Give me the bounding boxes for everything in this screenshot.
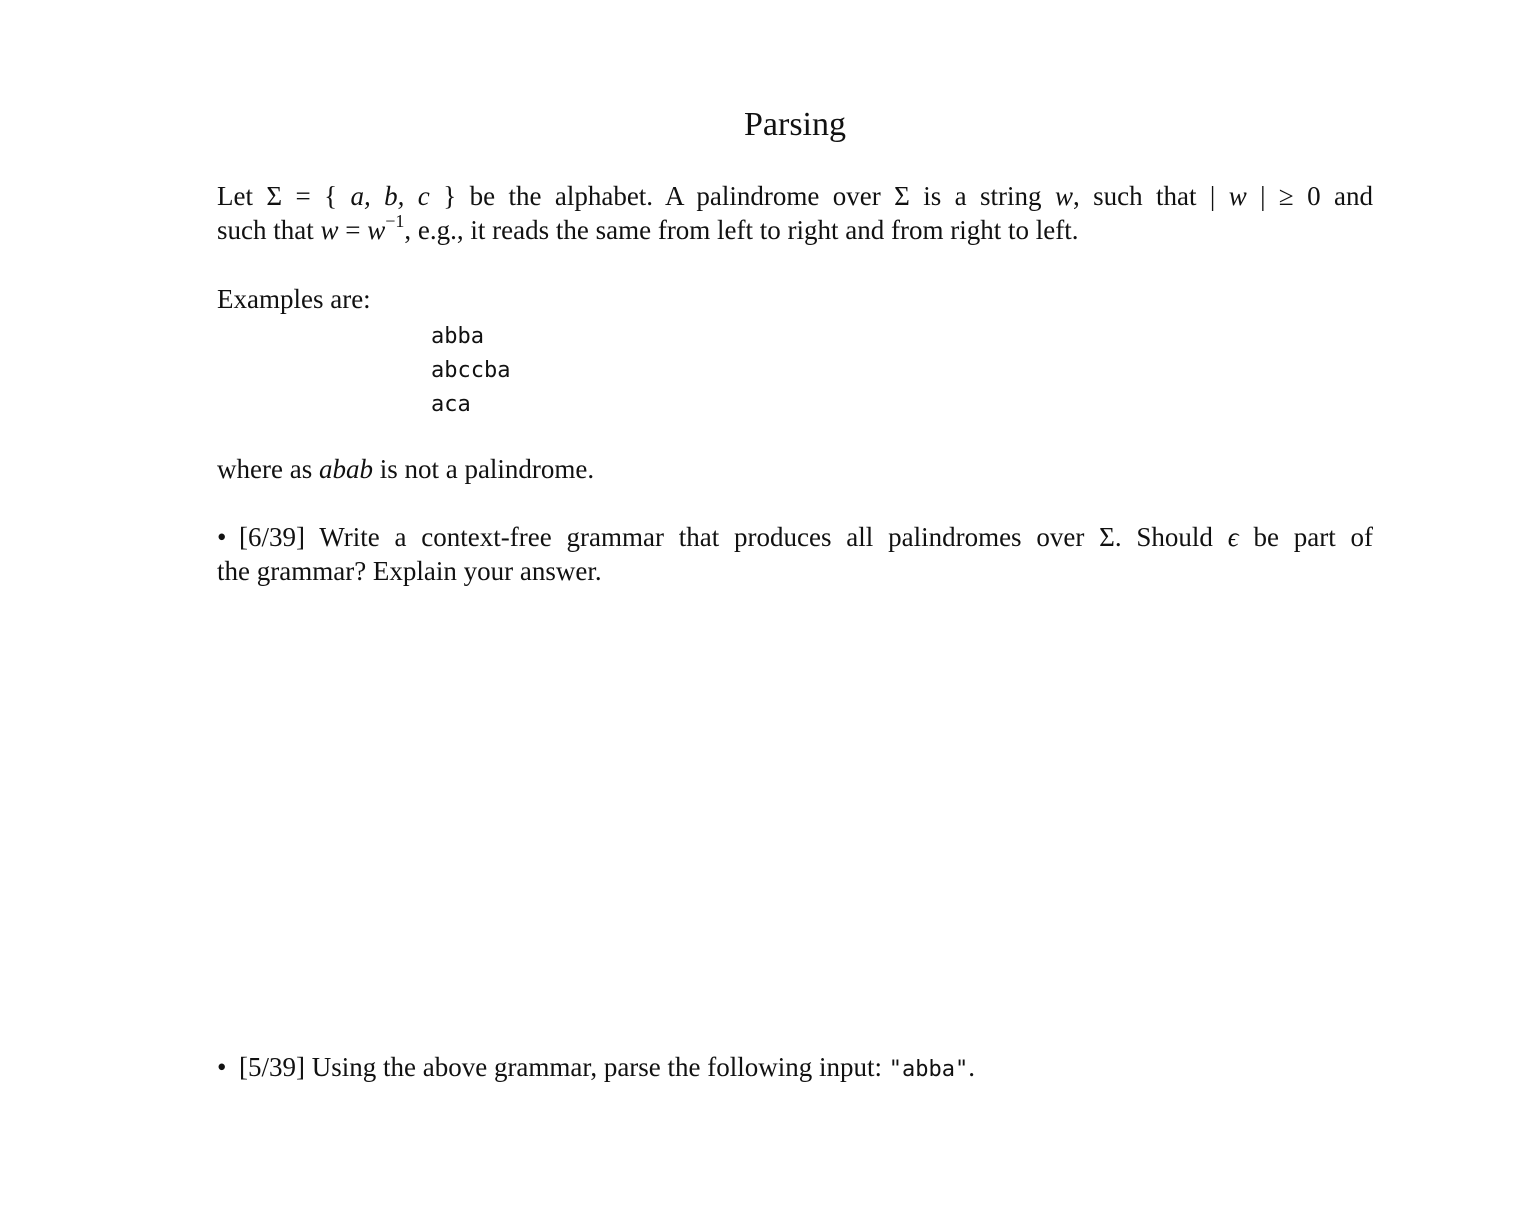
question-1: [217, 520, 1373, 588]
examples-list: [431, 320, 510, 422]
intro-paragraph: [217, 179, 1373, 247]
non-example-before: where as: [217, 454, 313, 484]
examples-label: Examples are:: [217, 284, 371, 314]
non-example-after: is not a palindrome.: [379, 454, 595, 484]
intro-line2-text-1: such that: [217, 215, 314, 245]
question-1-text-b: be part of: [1253, 522, 1374, 552]
non-example-word: abab: [318, 454, 373, 484]
question-2-input: "abba": [888, 1057, 969, 1082]
intro-line2-text-2: , e.g., it reads the same from left to right and from right to left.: [404, 215, 1079, 245]
question-2: [217, 1050, 1373, 1087]
question-1-line-2: the grammar? Explain your answer.: [217, 556, 602, 586]
intro-line-1: [217, 179, 1373, 213]
question-1-text-a: [6/39] Write a context-free grammar that produces all palindromes over Σ. Should: [239, 522, 1213, 552]
bullet-icon: •: [217, 1052, 227, 1082]
intro-line-2: [217, 213, 1373, 247]
intro-let: Let: [217, 181, 253, 211]
question-2-end: .: [968, 1052, 976, 1082]
question-2-text: [5/39] Using the above grammar, parse the following input:: [239, 1052, 883, 1082]
bullet-icon: •: [217, 522, 227, 552]
question-2-line: [217, 1050, 1373, 1087]
example-item: aca: [431, 392, 471, 417]
intro-line2-w-inverse: w: [367, 215, 386, 245]
intro-sigma-def: Σ = {: [266, 181, 338, 211]
intro-line2-w: w: [320, 215, 339, 245]
intro-set-close: }: [443, 181, 457, 211]
intro-line2-exponent: −1: [385, 211, 405, 231]
question-1-epsilon: ϵ: [1227, 522, 1239, 552]
intro-line2-eq: =: [345, 215, 361, 245]
intro-text-3: | ≥ 0 and: [1260, 181, 1374, 211]
intro-w: w: [1054, 181, 1073, 211]
non-example-sentence: [217, 452, 1373, 486]
intro-set: a, b, c: [350, 181, 430, 211]
intro-text-1: be the alphabet. A palindrome over Σ is a string: [469, 181, 1042, 211]
example-item: abccba: [431, 358, 511, 383]
intro-text-2: , such that |: [1072, 181, 1216, 211]
example-item: abba: [431, 324, 484, 349]
question-1-line-1: [217, 520, 1373, 554]
page-title: Parsing: [744, 106, 846, 143]
intro-w-abs: w: [1228, 181, 1247, 211]
